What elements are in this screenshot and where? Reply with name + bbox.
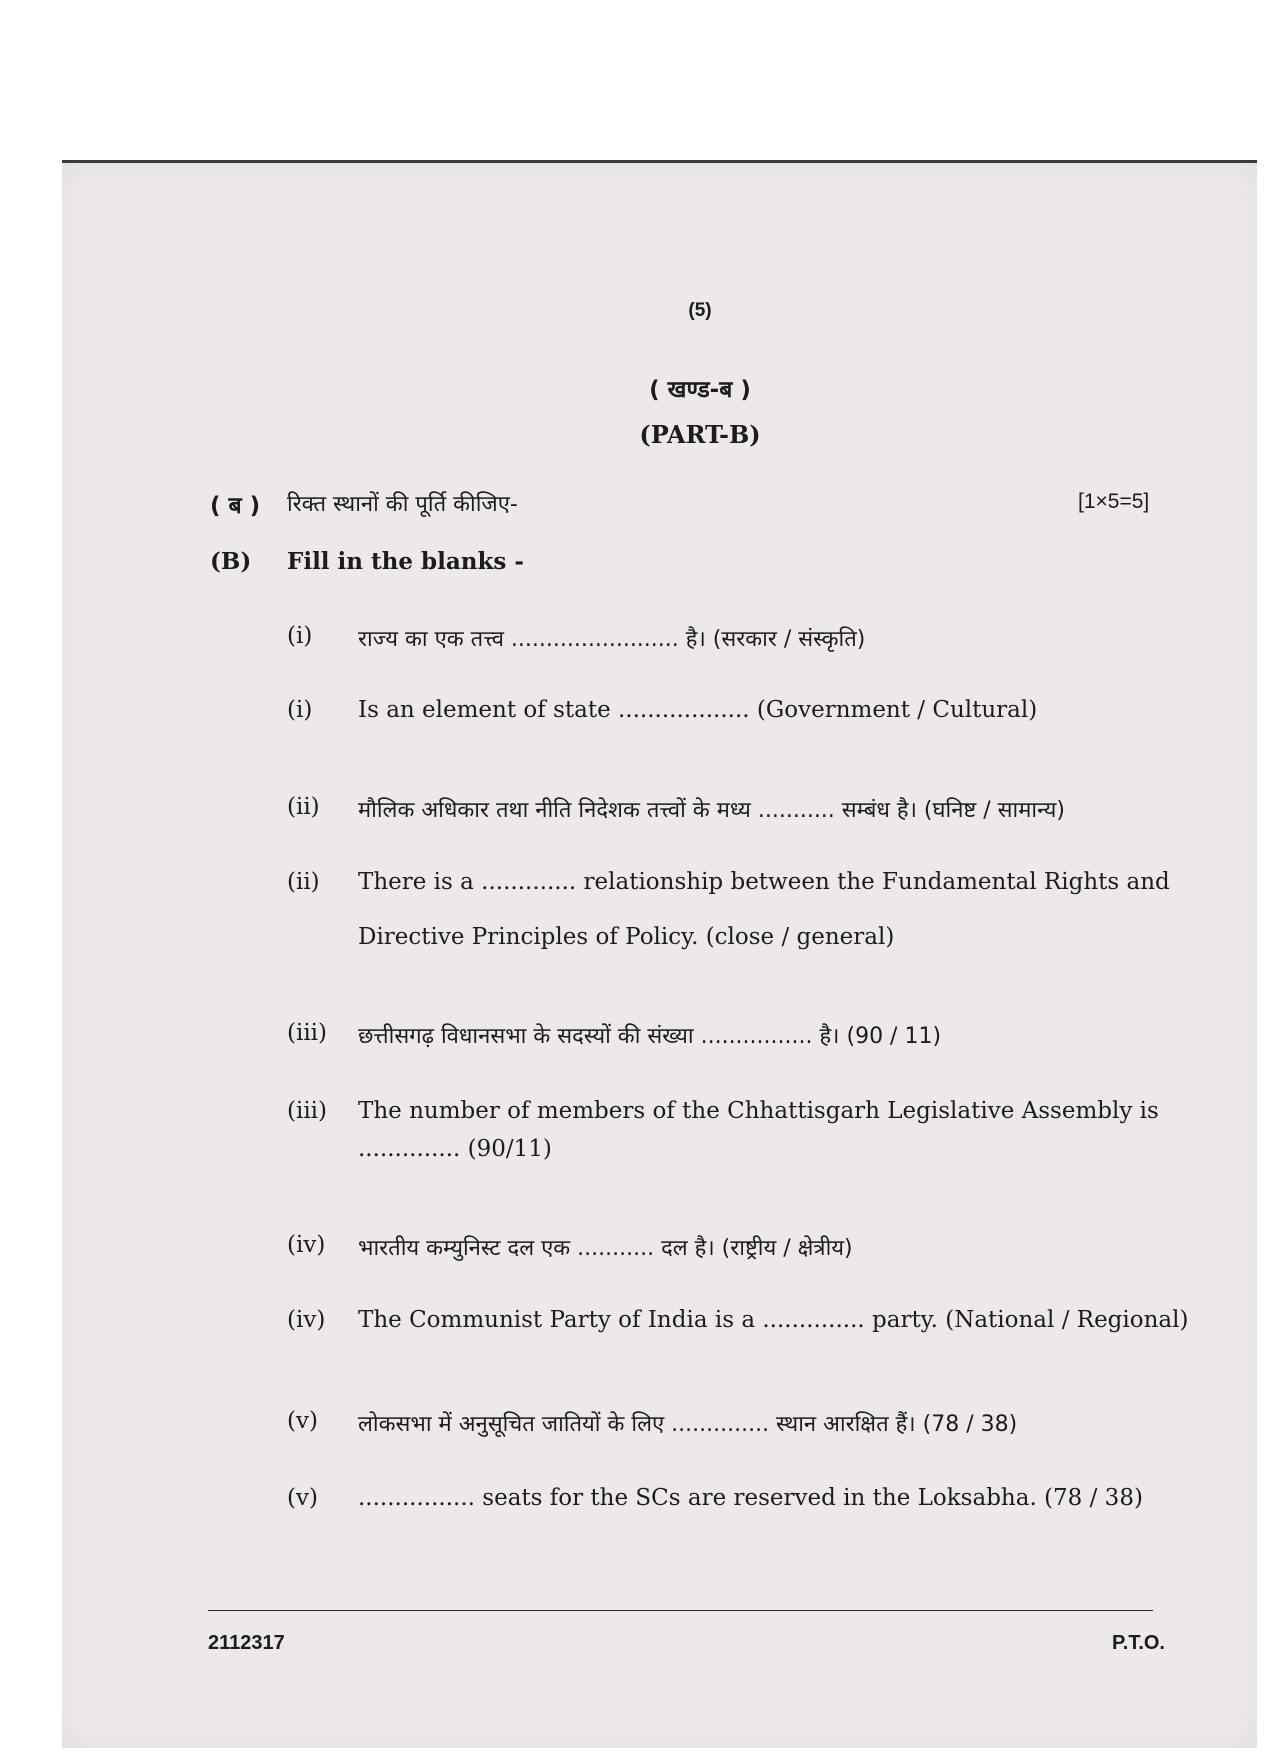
page-turn-note: P.T.O. (1112, 1632, 1165, 1654)
item-number: (ii) (287, 869, 320, 895)
item-text-english: There is a ............. relationship between the Fundamental Rights and (358, 869, 1170, 895)
item-number: (iv) (287, 1232, 326, 1258)
page-number: (5) (688, 300, 712, 321)
question-label-hindi: ( ब ) (210, 493, 261, 519)
item-text-hindi: लोकसभा में अनुसूचित जातियों के लिए .............. स्थान आरक्षित हैं। (78 / 38) (358, 1412, 1018, 1437)
item-text-hindi: मौलिक अधिकार तथा नीति निदेशक तत्त्वों के मध्य ........... सम्बंध है। (घनिष्ट / सामान्य) (358, 798, 1065, 823)
item-text-hindi: भारतीय कम्युनिस्ट दल एक ........... दल है। (राष्ट्रीय / क्षेत्रीय) (358, 1236, 853, 1261)
question-label-english: (B) (210, 548, 252, 575)
question-title-english: Fill in the blanks - (287, 548, 524, 575)
item-text-english: Is an element of state .................. (Government / Cultural) (358, 697, 1038, 723)
item-number: (v) (287, 1408, 318, 1434)
question-title-hindi: रिक्त स्थानों की पूर्ति कीजिए- (287, 492, 518, 517)
item-text-english: The Communist Party of India is a .............. party. (National / Regional) (358, 1307, 1189, 1333)
item-number: (iii) (287, 1098, 328, 1124)
item-number: (i) (287, 623, 313, 649)
item-text-hindi: छत्तीसगढ़ विधानसभा के सदस्यों की संख्या ................ है। (90 / 11) (358, 1024, 942, 1049)
paper-code: 2112317 (208, 1632, 285, 1654)
item-text-english: The number of members of the Chhattisgarh Legislative Assembly is (358, 1098, 1159, 1124)
item-number: (iv) (287, 1307, 326, 1333)
item-text-english: Directive Principles of Policy. (close / general) (358, 924, 895, 950)
item-text-english: ................ seats for the SCs are reserved in the Loksabha. (78 / 38) (358, 1485, 1143, 1511)
footer-divider (208, 1610, 1153, 1611)
marks-allotment: [1×5=5] (1078, 490, 1150, 513)
item-number: (ii) (287, 794, 320, 820)
item-number: (i) (287, 697, 313, 723)
section-title-english: (PART-B) (639, 420, 761, 449)
item-text-hindi: राज्य का एक तत्त्व ........................ है। (सरकार / संस्कृति) (358, 627, 866, 652)
item-number: (iii) (287, 1020, 328, 1046)
section-title-hindi: ( खण्ड-ब ) (649, 377, 751, 403)
item-text-english: .............. (90/11) (358, 1136, 552, 1162)
item-number: (v) (287, 1485, 318, 1511)
